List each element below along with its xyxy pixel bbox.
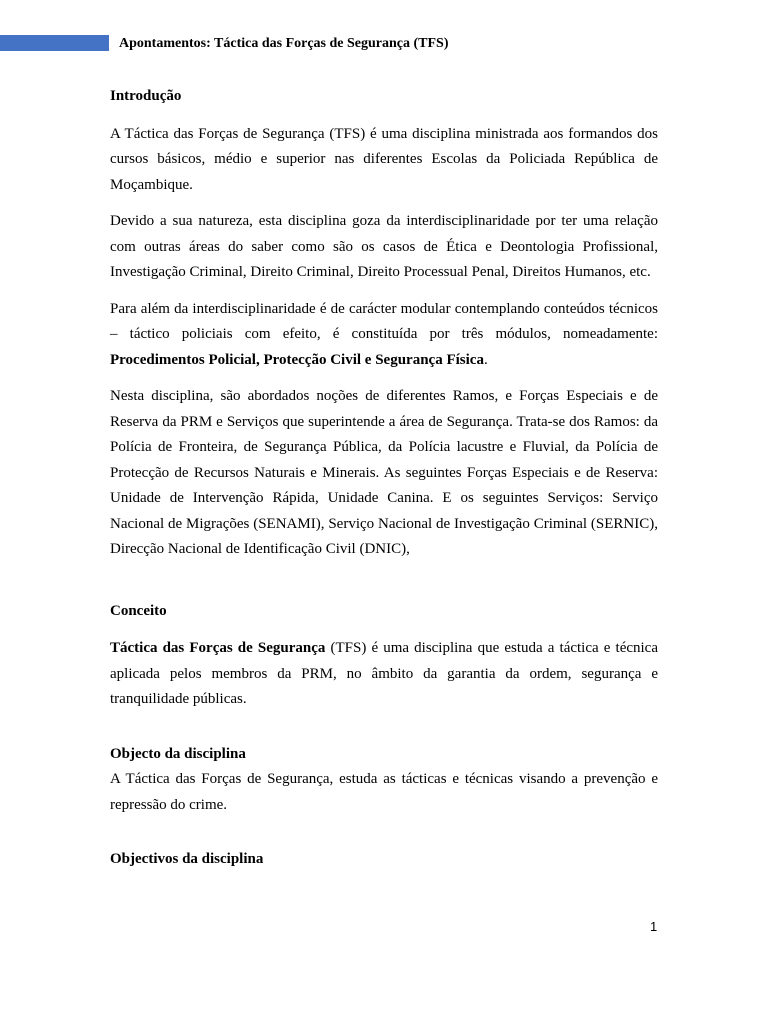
paragraph-conceito-bold: Táctica das Forças de Segurança	[110, 640, 326, 656]
paragraph-objecto: A Táctica das Forças de Segurança, estuda as tácticas e técnicas visando a prevenção e repressão do crime.	[110, 771, 658, 813]
paragraph-introducao-2: Devido a sua natureza, esta disciplina goza da interdisciplinaridade por ter uma relação com outras áreas do saber como são os casos de Ética e Deontologia Profissional, Investigação Criminal, Direito Criminal, Direito Processual Penal, Direitos Humanos, etc.	[110, 213, 658, 280]
heading-introducao: Introdução	[110, 88, 182, 104]
paragraph-introducao-3-text: Para além da interdisciplinaridade é de carácter modular contemplando conteúdos técnicos – táctico policiais com efeito, é constituída por três módulos, nomeadamente:	[110, 300, 658, 342]
paragraph-introducao-3-bold: Procedimentos Policial, Protecção Civil e Segurança Física	[110, 351, 484, 368]
paragraph-conceito-text: (TFS) é uma disciplina que estuda a táctica e técnica aplicada pelos membros da PRM, no âmbito da garantia da ordem, segurança e tranquilidade públicas.	[110, 640, 658, 707]
page-number: 1	[650, 919, 658, 934]
paragraph-conceito	[110, 636, 658, 713]
heading-objectivos: Objectivos da disciplina	[110, 851, 264, 867]
paragraph-introducao-4: Nesta disciplina, são abordados noções de diferentes Ramos, e Forças Especiais e de Reserva da PRM e Serviços que superintende a área de Segurança. Trata-se dos Ramos: da Polícia de Fronteira, de Segurança Pública, da Polícia lacustre e Fluvial, da Polícia de Protecção de Recursos Naturais e Minerais. As seguintes Forças Especiais e de Reserva: Unidade de Intervenção Rápida, Unidade Canina. E os seguintes Serviços: Serviço Nacional de Migrações (SENAMI), Serviço Nacional de Investigação Criminal (SERNIC), Direcção Nacional de Identificação Civil (DNIC),	[110, 388, 658, 557]
heading-conceito: Conceito	[110, 602, 167, 619]
header-accent-bar	[0, 35, 109, 51]
paragraph-introducao-3-end: .	[483, 351, 488, 368]
heading-objecto: Objecto da disciplina	[110, 745, 246, 762]
document-body	[110, 84, 658, 873]
paragraph-introducao-1: A Táctica das Forças de Segurança (TFS) é uma disciplina ministrada aos formandos dos cursos básicos, médio e superior nas diferentes Escolas da Policiada República de Moçambique.	[110, 125, 658, 193]
paragraph-introducao-3	[110, 297, 658, 374]
document-header-title: Apontamentos: Táctica das Forças de Segurança (TFS)	[119, 36, 449, 51]
